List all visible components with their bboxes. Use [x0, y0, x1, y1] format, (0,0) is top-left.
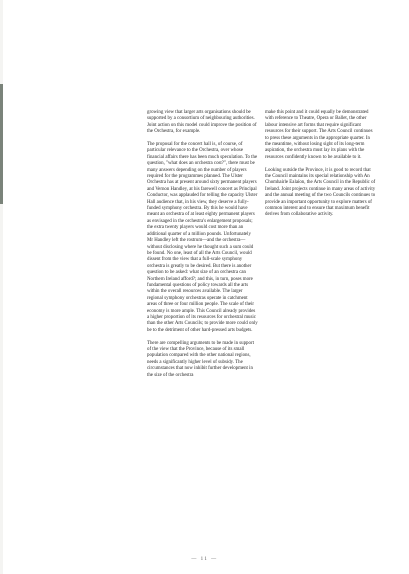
- paragraph: make this point and it could equally be demonstrated with reference to Theatre, Opera or Ballet, the other labour intensive art forms that require significant resources for their support. The Arts Council continues to press these arguments in the appropriate quarter. In the meantime, without losing sight of its long-term aspiration, the orchestra must lay its plans with the resources confidently known to be available to it.: [265, 110, 373, 160]
- paragraph: There are compelling arguments to be made in support of the view that the Province, because of its small population compared with the other national regions, needs a significantly higher level of subsidy. The circumstances that now inhibit further development in the size of the orchestra: [147, 340, 254, 378]
- page-number: — 11 —: [191, 557, 218, 562]
- text-column-right: [265, 110, 376, 225]
- paragraph: Looking outside the Province, it is good to record that the Council maintains its special relationship with An Chomhairle Ealaíon, the Arts Council in the Republic of Ireland. Joint projects continue in many areas of activity and the annual meeting of the two Councils continues to provide an important opportunity to explore matters of common interest and to ensure that maximum benefit derives from collaborative activity.: [265, 167, 376, 218]
- paragraph: The proposal for the concert hall is, of course, of particular relevance to the Orchestra, over whose financial affairs there has been much speculation. To the question, "what does an orchestra cost?", there must be many answers depending on the number of players required for the programmes planned. The Ulster Orchestra has at present around sixty permanent players and Vernon Handley, at his farewell concert as Principal Conductor, was applauded for telling the capacity Ulster Hall audience that, in his view, they deserve a fully-funded symphony orchestra. By this he would have meant an orchestra of at least eighty permanent players as envisaged in the orchestra's enlargement proposals; the extra twenty players would cost more than an additional quarter of a million pounds. Unfortunately Mr Handley left the rostrum—and the orchestra—without disclosing where he thought such a sum could be found. No one, least of all the Arts Council, would dissent from the view that a full-scale symphony orchestra is greatly to be desired. But there is another question to be asked: what size of an orchestra can Northern Ireland afford?; and this, in turn, poses more fundamental questions of policy towards all the arts within the overall resources available. The larger regional symphony orchestras operate in catchment areas of three or four million people. The scale of their economy is more ample. This Council already provides a higher proportion of its resources for orchestral music than the other Arts Councils; to provide more could only be to the detriment of other hard-pressed arts budgets.: [147, 142, 258, 333]
- adjacent-page-edge: [0, 0, 3, 574]
- paragraph: growing view that larger arts organisations should be supported by a consortium of neighbouring authorities. Joint action on this model could improve the position of the Orchestra, for example.: [147, 110, 257, 135]
- adjacent-page-image-edge: [0, 84, 3, 204]
- text-column-left: [147, 110, 258, 385]
